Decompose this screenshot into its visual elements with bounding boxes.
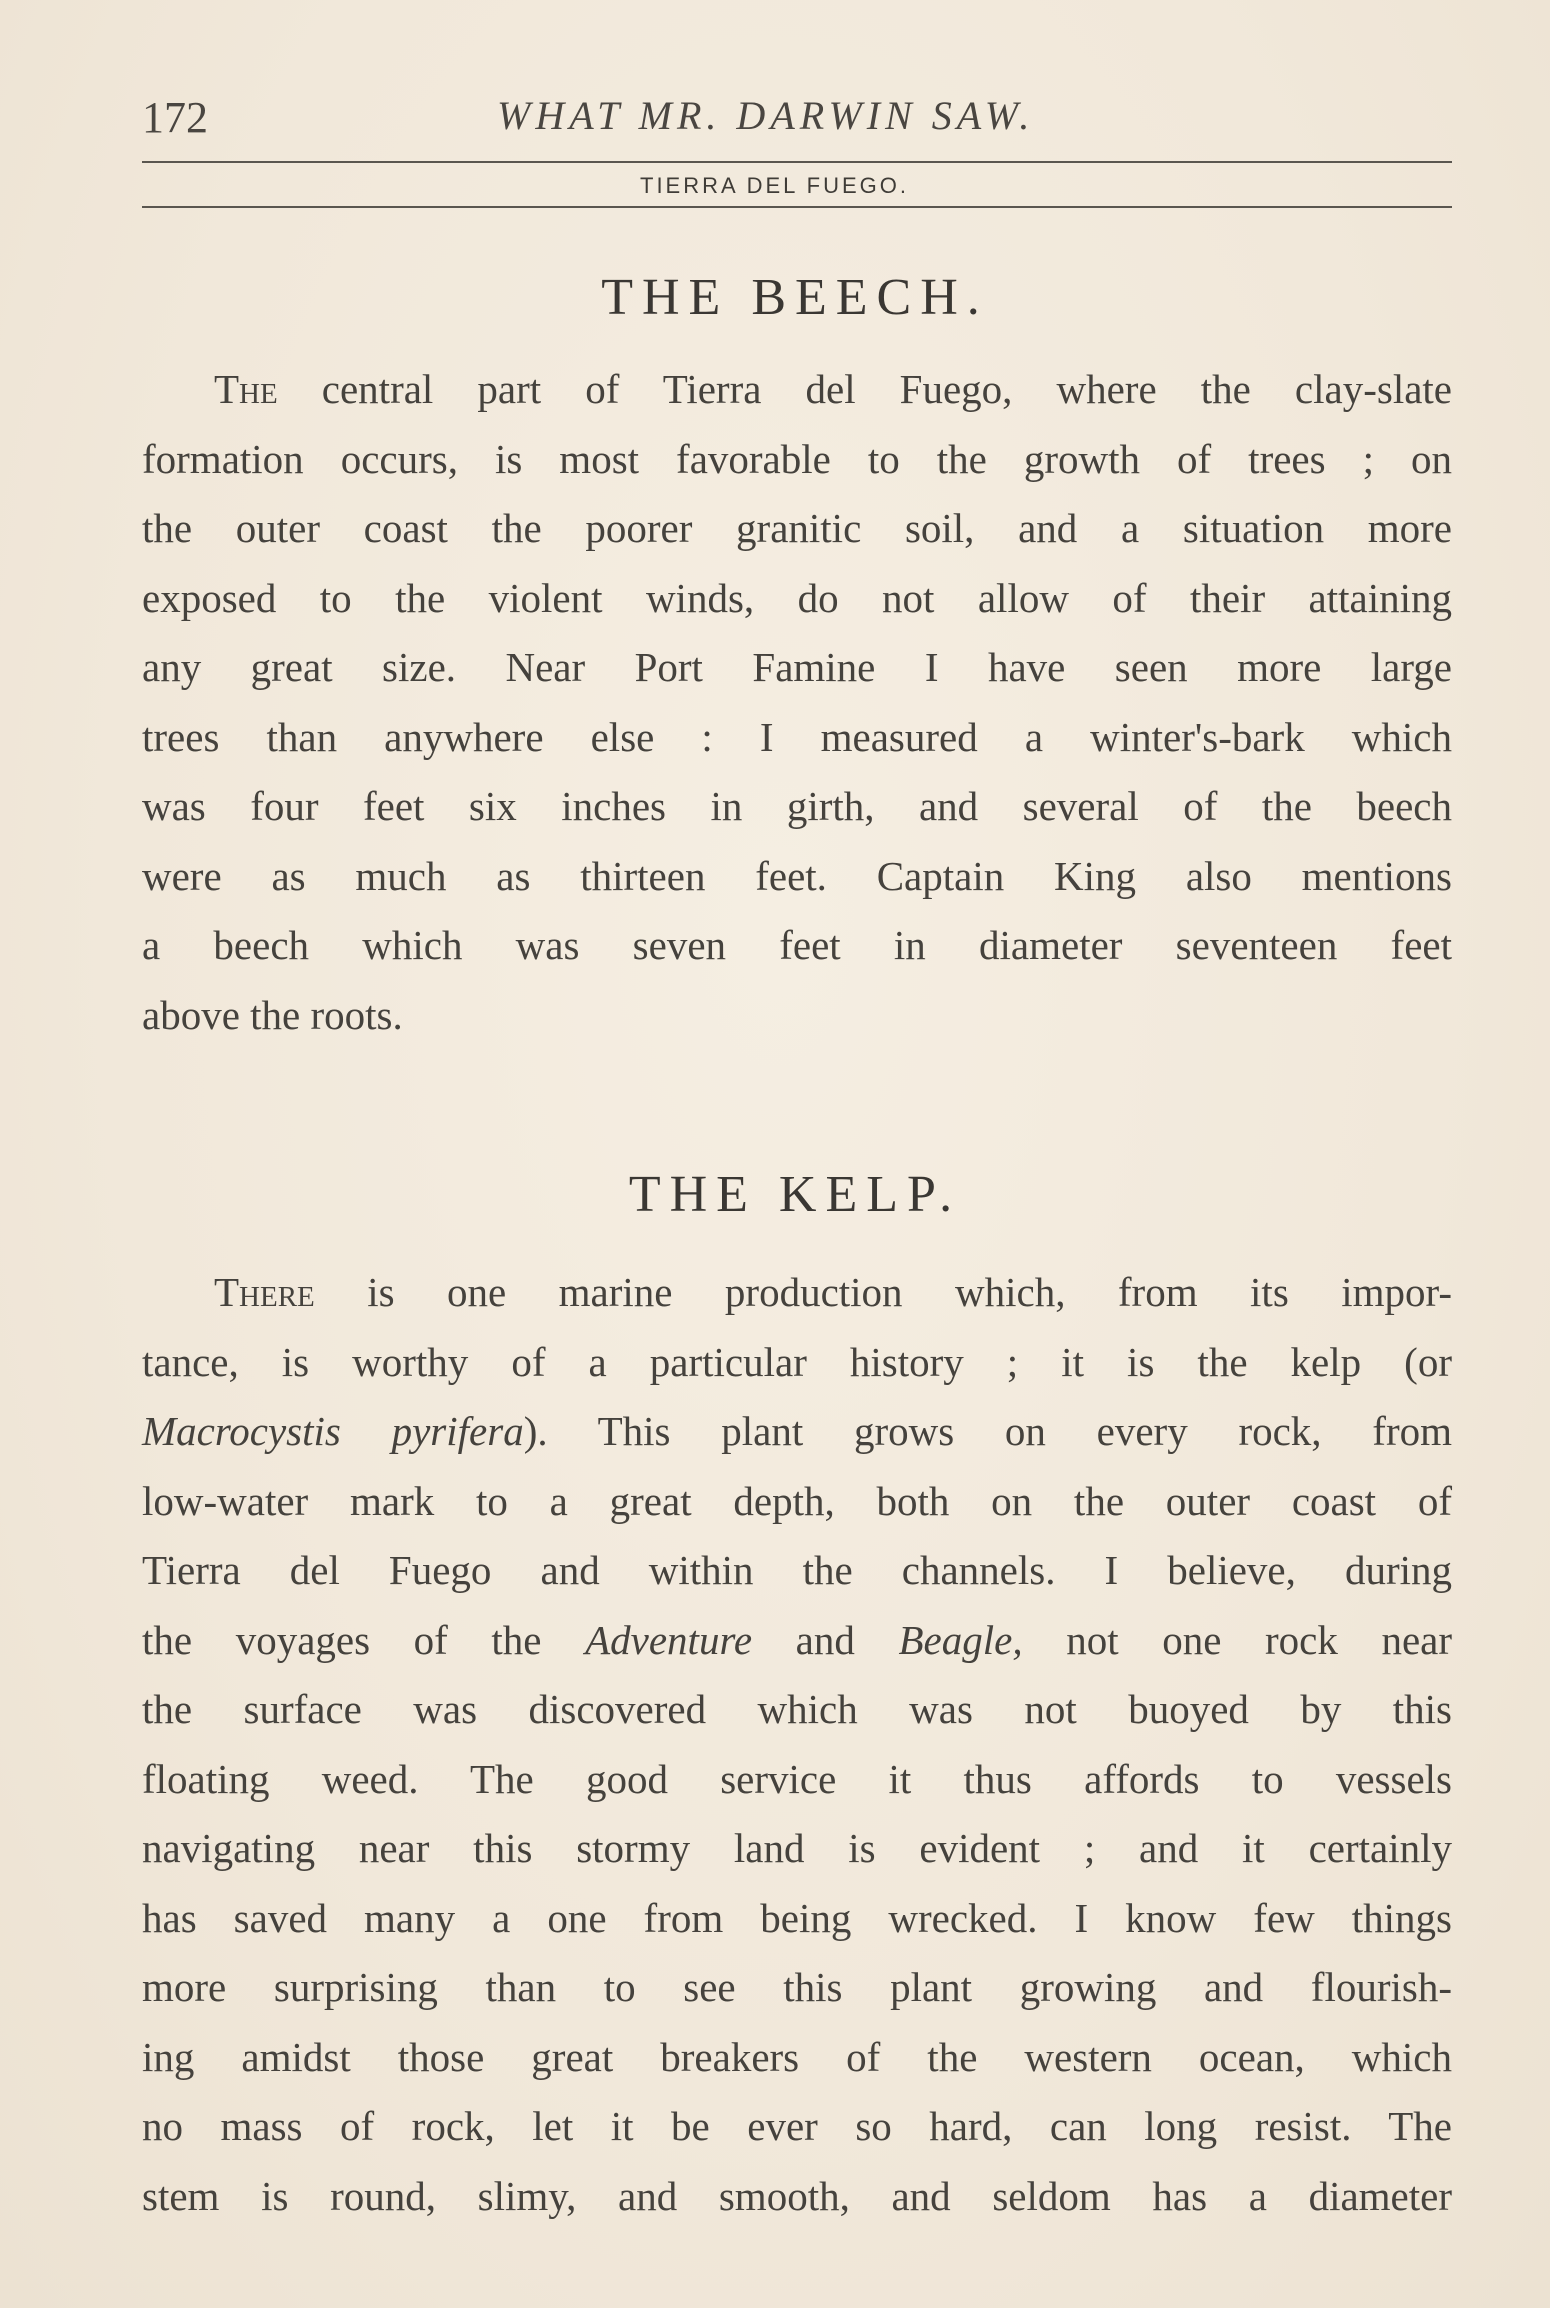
drop-lead-word: The xyxy=(214,366,278,412)
paragraph-line: floating weed. The good service it thus affords to vessels xyxy=(142,1755,1452,1802)
paragraph-line xyxy=(142,1606,1452,1676)
paragraph-line: the outer coast the poorer granitic soil, and a situation more xyxy=(142,505,1452,551)
paragraph-line: has saved many a one from being wrecked. I know few things xyxy=(142,1894,1452,1941)
line-text: not one rock near xyxy=(1022,1616,1453,1663)
paragraph-line: a beech which was seven feet in diameter seventeen feet xyxy=(142,922,1452,968)
line-text: the voyages of the xyxy=(142,1616,586,1663)
paragraph-line: formation occurs, is most favorable to the growth of trees ; on xyxy=(142,435,1452,482)
paragraph-line: exposed to the violent winds, do not allow of their attaining xyxy=(142,574,1452,621)
paragraph-line: tance, is worthy of a particular history ; it is the kelp (or xyxy=(142,1338,1452,1385)
ship-name: Adventure xyxy=(585,1616,753,1663)
line-text: ). This plant grows on every rock, from xyxy=(523,1408,1452,1454)
line-text: central part of Tierra del Fuego, where the clay-slate xyxy=(277,366,1452,412)
page-number: 172 xyxy=(142,93,208,142)
paragraph-line: no mass of rock, let it be ever so hard, can long resist. The xyxy=(142,2103,1452,2149)
drop-lead-word: There xyxy=(214,1269,315,1315)
paragraph-line: was four feet six inches in girth, and several of the beech xyxy=(142,783,1452,829)
paragraph-line: Tierra del Fuego and within the channels. I believe, during xyxy=(142,1547,1452,1593)
kelp-paragraph xyxy=(142,1258,1452,2231)
paragraph-line: the surface was discovered which was not buoyed by this xyxy=(142,1686,1452,1732)
page-header xyxy=(142,88,1452,148)
paragraph-line xyxy=(142,1258,1452,1328)
beech-paragraph xyxy=(142,355,1452,1050)
paragraph-line xyxy=(142,1397,1452,1467)
paragraph-line: were as much as thirteen feet. Captain King also mentions xyxy=(142,852,1452,899)
paragraph-line: low-water mark to a great depth, both on the outer coast of xyxy=(142,1477,1452,1524)
ship-name: Beagle, xyxy=(898,1616,1023,1663)
running-title: WHAT MR. DARWIN SAW. xyxy=(497,93,1035,138)
line-text: and xyxy=(752,1616,899,1663)
beech-section-title: THE BEECH. xyxy=(601,269,989,326)
paragraph-line: above the roots. xyxy=(142,991,403,1038)
line-text: is one marine production which, from its impor- xyxy=(314,1269,1452,1315)
paragraph-line: navigating near this stormy land is evident ; and it certainly xyxy=(142,1825,1452,1871)
header-rule-bottom xyxy=(142,206,1452,208)
paragraph-line xyxy=(142,355,1452,425)
paragraph-line: any great size. Near Port Famine I have seen more large xyxy=(142,644,1452,690)
paragraph-line: ing amidst those great breakers of the western ocean, which xyxy=(142,2033,1452,2080)
paragraph-line: trees than anywhere else : I measured a winter's-bark which xyxy=(142,713,1452,760)
header-rule-top xyxy=(142,161,1452,163)
paragraph-line: stem is round, slimy, and smooth, and seldom has a diameter xyxy=(142,2172,1452,2219)
kelp-section-title: THE KELP. xyxy=(628,1166,962,1223)
section-label: TIERRA DEL FUEGO. xyxy=(640,173,910,198)
paragraph-line: more surprising than to see this plant growing and flourish- xyxy=(142,1964,1452,2010)
species-name: Macrocystis pyrifera xyxy=(142,1408,524,1454)
